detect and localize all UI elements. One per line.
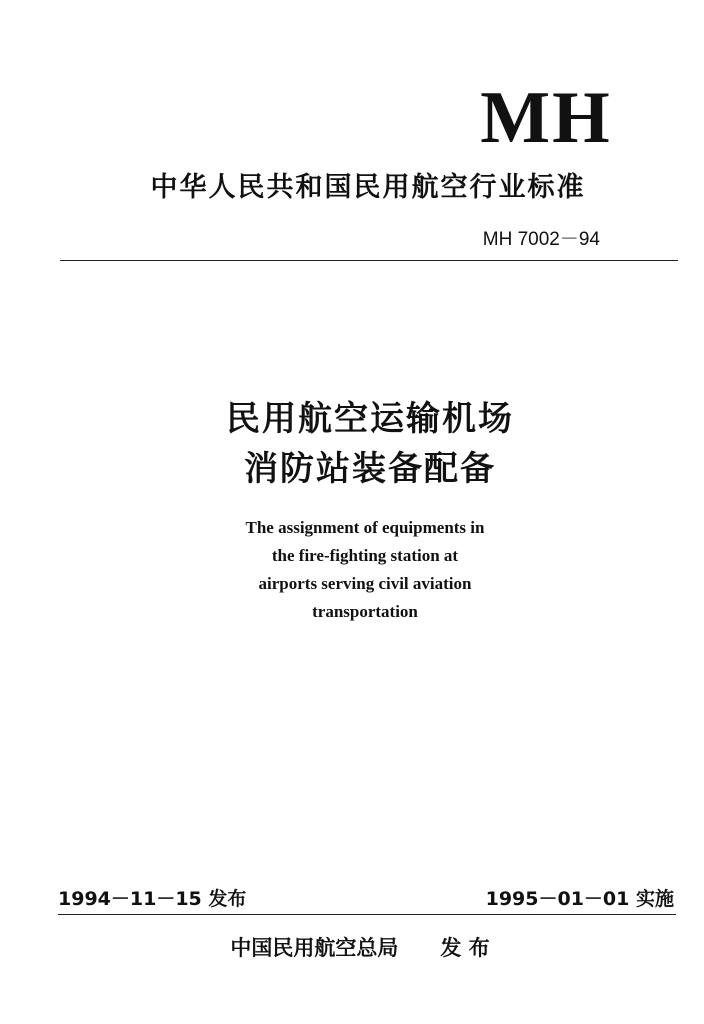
english-title-line-4: transportation	[312, 602, 418, 621]
effective-date: 1995－01－01 实施	[485, 888, 674, 910]
header-divider	[60, 260, 678, 261]
issuing-authority: 中国民用航空总局 发 布	[230, 936, 490, 960]
document-title-line-1: 民用航空运输机场	[226, 399, 514, 439]
release-date: 1994－11－15 发布	[58, 888, 247, 910]
standard-number: MH 7002－94	[482, 229, 600, 250]
english-title-line-3: airports serving civil aviation	[258, 574, 472, 593]
mh-logo: MH	[480, 77, 612, 159]
footer-divider	[58, 914, 676, 915]
standard-title: 中华人民共和国民用航空行业标准	[150, 172, 586, 203]
document-title-line-2: 消防站装备配备	[244, 449, 496, 489]
english-title-line-1: The assignment of equipments in	[245, 518, 485, 537]
english-title-line-2: the fire-fighting station at	[271, 546, 459, 565]
